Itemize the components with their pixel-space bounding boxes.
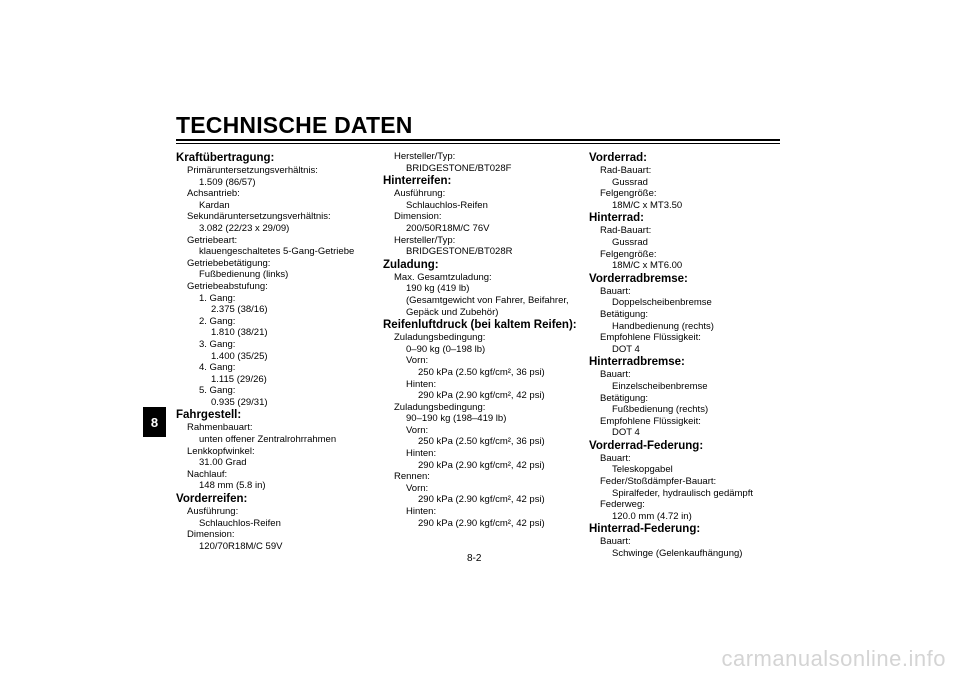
- spec-value: 1.400 (35/25): [211, 350, 268, 362]
- spec-label: Bauart:: [600, 285, 631, 297]
- spec-label: Hersteller/Typ:: [394, 151, 456, 162]
- spec-value: Gussrad: [612, 176, 648, 188]
- spec-label: Felgengröße:: [600, 188, 657, 200]
- spec-value: 3.082 (22/23 x 29/09): [199, 222, 290, 234]
- spec-label: Ausführung:: [187, 506, 239, 518]
- watermark: carmanualsonline.info: [721, 646, 946, 671]
- spec-label: Dimension:: [187, 529, 235, 541]
- section-heading: Vorderradbremse:: [589, 272, 688, 285]
- spec-label: Getriebeart:: [187, 234, 238, 246]
- spec-value: Teleskopgabel: [612, 464, 673, 476]
- spec-value: Doppelscheibenbremse: [612, 297, 712, 309]
- spec-value: Kardan: [199, 199, 230, 211]
- spec-value: Hinten:: [406, 378, 437, 390]
- spec-value: 5. Gang:: [199, 385, 236, 397]
- spec-label: Feder/Stoßdämpfer-Bauart:: [600, 476, 717, 488]
- spec-value: BRIDGESTONE/BT028R: [406, 246, 513, 258]
- spec-value: 250 kPa (2.50 kgf/cm², 36 psi): [418, 366, 545, 378]
- spec-column-1: [176, 151, 372, 552]
- section-heading: Vorderrad:: [589, 152, 647, 164]
- spec-value: 31.00 Grad: [199, 457, 247, 469]
- spec-label: Ausführung:: [394, 188, 446, 200]
- section-heading: Fahrgestell:: [176, 409, 242, 422]
- title-rule: [176, 139, 780, 141]
- spec-label: Rennen:: [394, 471, 430, 483]
- spec-value: 290 kPa (2.90 kgf/cm², 42 psi): [418, 459, 545, 471]
- spec-label: Felgengröße:: [600, 248, 657, 260]
- section-heading: Vorderreifen:: [176, 493, 248, 506]
- spec-column-2: [383, 151, 577, 529]
- spec-value: Schwinge (Gelenkaufhängung): [612, 548, 743, 560]
- spec-value: 2.375 (38/16): [211, 304, 268, 316]
- spec-value: Gepäck und Zubehör): [406, 306, 499, 318]
- spec-label: Federweg:: [600, 499, 645, 511]
- page-number: 8-2: [467, 553, 482, 564]
- spec-column-3: [589, 151, 785, 560]
- spec-value: 1.509 (86/57): [199, 176, 256, 188]
- spec-value: klauengeschaltetes 5-Gang-Getriebe: [199, 246, 355, 258]
- spec-value: Handbedienung (rechts): [612, 320, 714, 332]
- section-heading: Zuladung:: [383, 258, 439, 271]
- spec-label: Empfohlene Flüssigkeit:: [600, 415, 701, 427]
- spec-value: Hinten:: [406, 506, 437, 518]
- section-heading: Hinterreifen:: [383, 175, 452, 188]
- section-heading: Hinterrad-Federung:: [589, 523, 701, 536]
- spec-value: Gussrad: [612, 236, 648, 248]
- spec-value: Schlauchlos-Reifen: [406, 199, 488, 211]
- spec-label: Lenkkopfwinkel:: [187, 445, 255, 457]
- spec-value: DOT 4: [612, 427, 640, 439]
- spec-label: Zuladungsbedingung:: [394, 332, 486, 344]
- spec-value: 1.115 (29/26): [211, 373, 267, 385]
- spec-value: Fußbedienung (links): [199, 269, 289, 281]
- spec-label: Primäruntersetzungsverhältnis:: [187, 165, 318, 176]
- spec-label: Rad-Bauart:: [600, 165, 652, 176]
- spec-value: 120.0 mm (4.72 in): [612, 510, 692, 522]
- section-heading: Reifenluftdruck (bei kaltem Reifen):: [383, 319, 577, 332]
- spec-value: 3. Gang:: [199, 338, 236, 350]
- spec-label: Hersteller/Typ:: [394, 234, 456, 246]
- spec-value: 18M/C x MT6.00: [612, 260, 683, 272]
- spec-value: 2. Gang:: [199, 315, 236, 327]
- section-heading: Hinterradbremse:: [589, 356, 685, 369]
- spec-value: (Gesamtgewicht von Fahrer, Beifahrer,: [406, 294, 569, 306]
- spec-value: 0–90 kg (0–198 lb): [406, 343, 486, 355]
- spec-value: Vorn:: [406, 355, 429, 367]
- spec-value: Spiralfeder, hydraulisch gedämpft: [612, 487, 753, 499]
- spec-label: Nachlauf:: [187, 468, 228, 480]
- section-heading: Vorderrad-Federung:: [589, 439, 704, 452]
- spec-value: 1.810 (38/21): [211, 327, 268, 339]
- spec-label: Getriebeabstufung:: [187, 280, 268, 292]
- spec-value: Fußbedienung (rechts): [612, 404, 709, 416]
- spec-value: 250 kPa (2.50 kgf/cm², 36 psi): [418, 436, 545, 448]
- spec-label: Betätigung:: [600, 392, 649, 404]
- spec-value: Vorn:: [406, 424, 429, 436]
- spec-value: unten offener Zentralrohrrahmen: [199, 434, 337, 446]
- spec-value: 0.935 (29/31): [211, 396, 268, 408]
- title-rule-thin: [176, 143, 780, 144]
- spec-value: 120/70R18M/C 59V: [199, 540, 283, 552]
- spec-value: 148 mm (5.8 in): [199, 480, 266, 492]
- spec-label: Bauart:: [600, 369, 631, 381]
- spec-value: Hinten:: [406, 448, 437, 460]
- spec-label: Bauart:: [600, 452, 631, 464]
- spec-value: Schlauchlos-Reifen: [199, 517, 281, 529]
- spec-label: Rahmenbauart:: [187, 422, 253, 434]
- spec-value: Vorn:: [406, 482, 429, 494]
- section-heading: Kraftübertragung:: [176, 152, 275, 164]
- spec-value: BRIDGESTONE/BT028F: [406, 162, 512, 174]
- spec-label: Betätigung:: [600, 308, 649, 320]
- spec-value: 290 kPa (2.90 kgf/cm², 42 psi): [418, 517, 545, 529]
- spec-value: 1. Gang:: [199, 292, 236, 304]
- spec-label: Max. Gesamtzuladung:: [394, 271, 492, 283]
- spec-value: 18M/C x MT3.50: [612, 199, 683, 211]
- spec-value: 190 kg (419 lb): [406, 283, 470, 295]
- spec-value: 290 kPa (2.90 kgf/cm², 42 psi): [418, 390, 545, 402]
- spec-label: Bauart:: [600, 536, 631, 548]
- spec-label: Empfohlene Flüssigkeit:: [600, 332, 701, 344]
- page-title: TECHNISCHE DATEN: [176, 112, 413, 138]
- section-heading: Hinterrad:: [589, 212, 644, 225]
- spec-value: 4. Gang:: [199, 362, 236, 374]
- spec-label: Rad-Bauart:: [600, 225, 652, 237]
- spec-label: Achsantrieb:: [187, 188, 240, 200]
- spec-label: Sekundäruntersetzungsverhältnis:: [187, 211, 331, 223]
- spec-value: 200/50R18M/C 76V: [406, 222, 490, 234]
- chapter-tab: 8: [143, 407, 166, 437]
- spec-label: Getriebebetätigung:: [187, 257, 271, 269]
- spec-value: 290 kPa (2.90 kgf/cm², 42 psi): [418, 494, 545, 506]
- spec-value: Einzelscheibenbremse: [612, 380, 708, 392]
- spec-label: Zuladungsbedingung:: [394, 401, 486, 413]
- spec-value: 90–190 kg (198–419 lb): [406, 413, 507, 425]
- spec-label: Dimension:: [394, 211, 442, 223]
- spec-value: DOT 4: [612, 343, 640, 355]
